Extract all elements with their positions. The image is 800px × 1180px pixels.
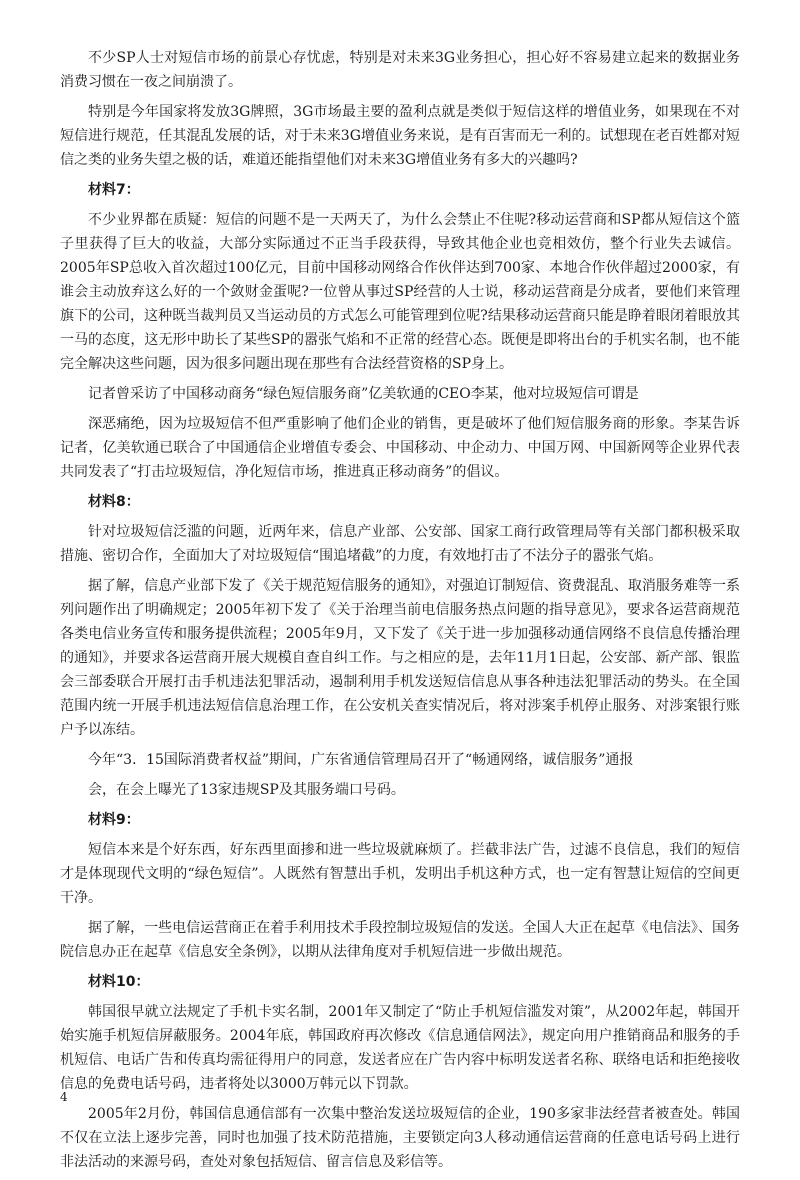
paragraph: 会，在会上曝光了13家违规SP及其服务端口号码。	[88, 782, 405, 798]
paragraph: 韩国很早就立法规定了手机卡实名制，2001年又制定了“防止手机短信滥发对策”，从2002年起，韩国开始实施手机短信屏蔽服务。2004年底，韩国政府再次修改《信息通信网法》，规定向用户推销商品和服务的手机短信、电话广告和传真均需征得用户的同意，发送者应在广告内容中标明发送者名称、联络电话和拒绝接收信息的免费电话号码，违者将处以3000万韩元以下罚款。	[60, 1004, 740, 1092]
paragraph: 今年“3．15国际消费者权益”期间，广东省通信管理局召开了“畅通网络，诚信服务”通报	[88, 752, 634, 768]
document-body	[60, 46, 740, 1180]
paragraph: 记者曾采访了中国移动商务“绿色短信服务商”亿美软通的CEO李某，他对垃圾短信可谓是	[88, 386, 639, 402]
paragraph: 针对垃圾短信泛滥的问题，近两年来，信息产业部、公安部、国家工商行政管理局等有关部门都积极采取措施、密切合作，全面加大了对垃圾短信“围追堵截”的力度，有效地打击了不法分子的嚣张气焰。	[60, 524, 740, 564]
section-heading-material-7: 材料7：	[88, 182, 140, 198]
paragraph: 不少业界都在质疑：短信的问题不是一天两天了，为什么会禁止不住呢?移动运营商和SP都从短信这个篮子里获得了巨大的收益，大部分实际通过不正当手段获得，导致其他企业也竞相效仿，整个行业失去诚信。2005年SP总收入首次超过100亿元，目前中国移动网络合作伙伴达到700家、本地合作伙伴超过2000家，有谁会主动放弃这么好的一个敛财金蛋呢?一位曾从事过SP经营的人士说，移动运营商是分成者，要他们来管理旗下的公司，这种既当裁判员又当运动员的方式怎么可能管理到位呢?结果移动运营商只能是睁着眼闭着眼放其一马的态度，这无形中助长了某些SP的嚣张气焰和不正常的经营心态。既便是即将出台的手机实名制，也不能完全解决这些问题，因为很多问题出现在那些有合法经营资格的SP身上。	[60, 212, 740, 372]
section-heading-material-9: 材料9：	[88, 812, 140, 828]
paragraph: 据了解，信息产业部下发了《关于规范短信服务的通知》，对强迫订制短信、资费混乱、取消服务难等一系列问题作出了明确规定；2005年初下发了《关于治理当前电信服务热点问题的指导意见》，要求各运营商规范各类电信业务宣传和服务提供流程；2005年9月，又下发了《关于进一步加强移动通信网络不良信息传播治理的通知》，并要求各运营商开展大规模自查自纠工作。与之相应的是，去年11月1日起，公安部、新产部、银监会三部委联合开展打击手机违法犯罪活动，遏制利用手机发送短信信息从事各种违法犯罪活动的势头。在全国范围内统一开展手机违法短信信息治理工作，在公安机关查实情况后，将对涉案手机停止服务、对涉案银行账户予以冻结。	[60, 578, 740, 738]
paragraph: 不少SP人士对短信市场的前景心存忧虑，特别是对未来3G业务担心，担心好不容易建立起来的数据业务消费习惯在一夜之间崩溃了。	[60, 50, 740, 90]
paragraph: 短信本来是个好东西，好东西里面掺和进一些垃圾就麻烦了。拦截非法广告，过滤不良信息，我们的短信才是体现现代文明的“绿色短信”。人既然有智慧出手机，发明出手机这种方式，也一定有智慧让短信的空间更干净。	[60, 842, 740, 906]
paragraph: 据了解，一些电信运营商正在着手利用技术手段控制垃圾短信的发送。全国人大正在起草《电信法》、国务院信息办正在起草《信息安全条例》，以期从法律角度对手机短信进一步做出规范。	[60, 920, 740, 960]
paragraph: 特别是今年国家将发放3G牌照，3G市场最主要的盈利点就是类似于短信这样的增值业务，如果现在不对短信进行规范，任其混乱发展的话，对于未来3G增值业务来说，是有百害而无一利的。试想现在老百姓都对短信之类的业务失望之极的话，难道还能指望他们对未来3G增值业务有多大的兴趣吗?	[60, 104, 740, 168]
section-heading-material-10: 材料10：	[88, 974, 150, 990]
page-number: 4	[60, 1090, 68, 1104]
section-heading-material-8: 材料8：	[88, 494, 140, 510]
paragraph: 深恶痛绝，因为垃圾短信不但严重影响了他们企业的销售，更是破坏了他们短信服务商的形象。李某告诉记者，亿美软通已联合了中国通信企业增值专委会、中国移动、中企动力、中国万网、中国新网等企业界代表共同发表了“打击垃圾短信，净化短信市场，推进真正移动商务”的倡议。	[60, 416, 740, 480]
paragraph: 2005年2月份，韩国信息通信部有一次集中整治发送垃圾短信的企业，190多家非法经营者被查处。韩国不仅在立法上逐步完善，同时也加强了技术防范措施，主要锁定向3人移动通信运营商的任意电话号码上进行非法活动的来源号码，查处对象包括短信、留言信息及彩信等。	[60, 1106, 740, 1170]
